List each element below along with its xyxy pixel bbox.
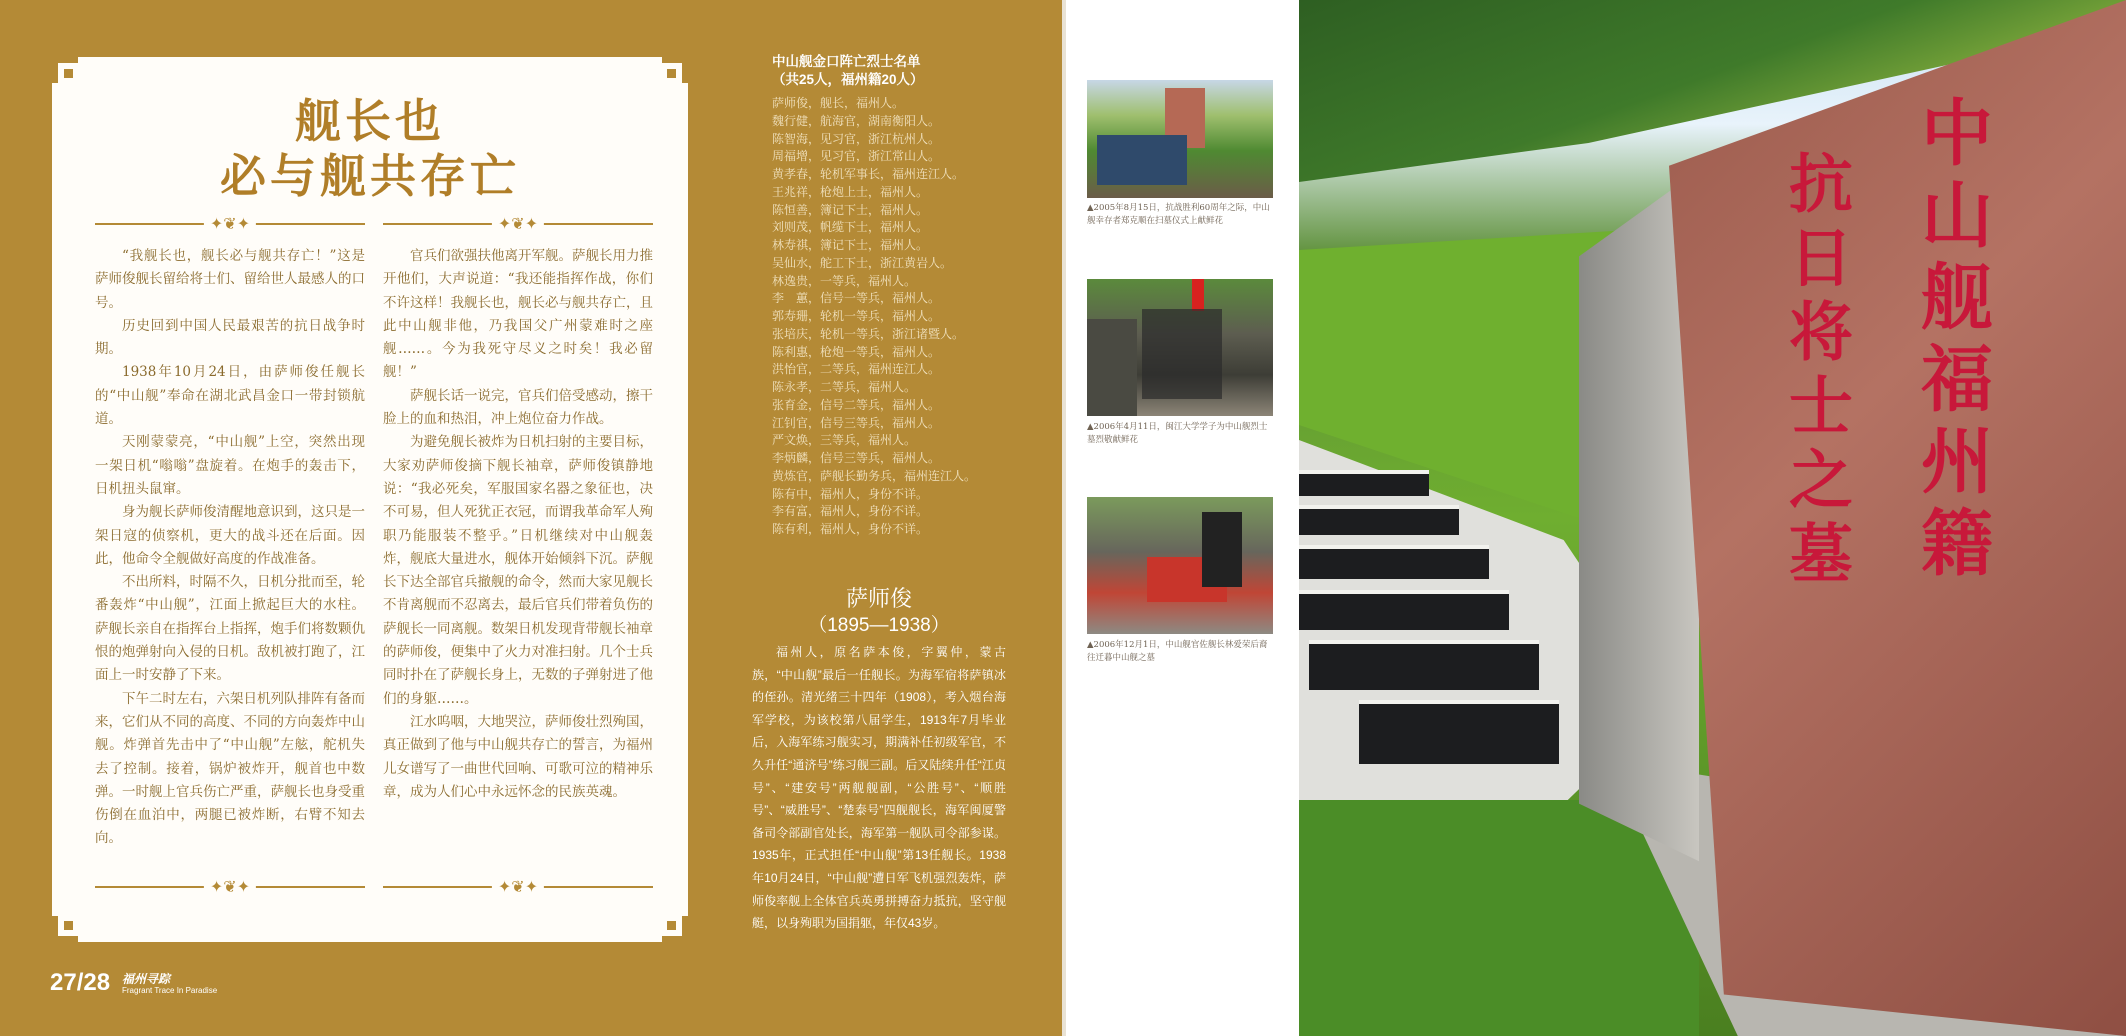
paragraph: 萨舰长话一说完，官兵们倍受感动，擦干脸上的血和热泪，冲上炮位奋力作战。 — [383, 387, 653, 428]
bio-name: 萨师俊 — [845, 586, 912, 611]
martyr-entry: 陈永孝，二等兵，福州人。 — [772, 380, 917, 394]
paragraph: 官兵们欲强扶他离开军舰。萨舰长用力推开他们，大声说道：“我还能指挥作战，你们不许这样！我舰长也，舰长必与舰共存亡，且此中山舰非他，乃我国父广州蒙难时之座舰……。今为我死守尽义之时矣！我必留舰！” — [383, 248, 653, 381]
corner-ornament — [52, 57, 78, 83]
photo-memorial-tomb — [1299, 0, 2126, 1036]
martyr-entry: 洪怡官，二等兵，福州连江人。 — [772, 362, 941, 377]
grave-slab — [1359, 700, 1559, 764]
magazine-logo: 福州寻踪 — [122, 972, 171, 986]
martyr-list — [772, 95, 976, 539]
monument-face — [1669, 0, 2126, 1036]
martyr-entry: 周福增，见习官，浙江常山人。 — [772, 149, 941, 164]
students — [1142, 309, 1222, 399]
paragraph: 为避免舰长被炸为日机扫射的主要目标，大家劝萨师俊摘下舰长袖章，萨师俊镇静地说：“我必死矣，军服国家名器之象征也，决不可易，但人死犹正衣冠，而谓我革命军人殉职乃能服装不整乎。”日机继续对中山舰轰炸，舰底大量进水，舰体开始倾斜下沉。萨舰长下达全部官兵撤舰的命令，然而大家见舰长不肯离舰而不忍离去，最后官兵们带着负伤的萨舰长一同离舰。数架日机发现背带舰长袖章的萨师俊，便集中了火力对准扫射。几个士兵同时扑在了萨舰长身上，无数的子弹射进了他们的身躯……。 — [383, 434, 653, 707]
paragraph: 不出所料，时隔不久，日机分批而至，轮番轰炸“中山舰”，江面上掀起巨大的水柱。萨舰长亲自在指挥台上指挥，炮手们将数颗仇恨的炮弹射向入侵的日机。敌机被打跑了，江面上一时安静了下来。 — [95, 574, 365, 684]
divider-ornament: ✦❦✦ — [95, 877, 365, 897]
martyr-entry: 林逸贵，一等兵，福州人。 — [772, 273, 917, 288]
divider-ornament: ✦❦✦ — [383, 877, 653, 897]
martyr-entry: 王兆祥，枪炮上士，福州人。 — [772, 184, 929, 199]
monument-inscription-right: 中山舰福州籍 — [1909, 95, 1994, 587]
photo-caption: ▲2005年8月15日，抗战胜利60周年之际，中山舰幸存者郑克顺在扫墓仪式上献鲜花 — [1087, 203, 1270, 226]
paragraph: 1938年10月24日，由萨师俊任舰长的“中山舰”奉命在湖北武昌金口一带封锁航道。 — [95, 364, 365, 428]
martyr-entry: 严文焕，三等兵，福州人。 — [772, 433, 917, 448]
photo-ceremony-flowers — [1087, 80, 1273, 198]
paragraph: “我舰长也，舰长必与舰共存亡！”这是萨师俊舰长留给将士们、留给世人最感人的口号。 — [95, 248, 365, 311]
roster-subtitle: （共25人，福州籍20人） — [772, 72, 924, 87]
grave-slab — [1299, 590, 1509, 630]
paragraph: 江水呜咽，大地哭泣，萨师俊壮烈殉国，真正做到了他与中山舰共存亡的誓言，为福州儿女谱写了一曲世代回响、可歌可泣的精神乐章，成为人们心中永远怀念的民族英魂。 — [383, 713, 653, 800]
martyr-entry: 陈有中，福州人，身份不详。 — [772, 486, 929, 501]
martyr-entry: 郭寿珊，轮机一等兵，福州人。 — [772, 309, 941, 323]
martyr-entry: 陈恒善，簿记下士，福州人。 — [772, 202, 929, 217]
grave-slab — [1309, 640, 1539, 690]
photo-caption: ▲2006年4月11日，闽江大学学子为中山舰烈士墓烈敬献鲜花 — [1087, 422, 1268, 445]
martyr-entry: 张培庆，轮机一等兵，浙江诸暨人。 — [772, 326, 965, 341]
photo-descendants-tomb — [1087, 497, 1273, 634]
martyr-entry: 李有富，福州人，身份不详。 — [772, 504, 929, 519]
article-title-line2: 必与舰共存亡 — [220, 149, 520, 203]
corner-ornament — [52, 916, 78, 942]
grave-slab — [1299, 505, 1459, 535]
grave-slab — [1299, 545, 1489, 579]
martyr-entry: 陈智海，见习官，浙江杭州人。 — [772, 131, 941, 146]
martyr-entry: 陈利惠，枪炮一等兵，福州人。 — [772, 344, 941, 359]
flag — [1192, 279, 1204, 311]
grave-row — [1087, 319, 1137, 416]
article-title-line1: 舰长也 — [295, 94, 445, 148]
grave-slab — [1299, 470, 1429, 496]
bio-years: （1895—1938） — [808, 615, 950, 636]
paragraph: 身为舰长萨师俊清醒地意识到，这只是一架日寇的侦察机，更大的战斗还在后面。因此，他命令全舰做好高度的作战准备。 — [95, 504, 365, 567]
crowd — [1097, 135, 1187, 185]
photo-caption: ▲2006年12月1日，中山舰官佐舰长林爱荣后裔往迁暮中山舰之墓 — [1087, 640, 1268, 663]
divider-ornament: ✦❦✦ — [383, 214, 653, 234]
corner-ornament — [662, 57, 688, 83]
martyr-entry: 吴仙水，舵工下士，浙江黄岩人。 — [772, 255, 953, 270]
page-gutter — [1062, 0, 1066, 1036]
corner-ornament — [662, 916, 688, 942]
paragraph: 下午二时左右，六架日机列队排阵有备而来，它们从不同的高度、不同的方向轰炸中山舰。炸弹首先击中了“中山舰”左舷，舵机失去了控制。接着，锅炉被炸开，舰首也中数弹。一时舰上官兵伤亡严重，萨舰长也身受重伤倒在血泊中，两腿已被炸断，右臂不知去向。 — [95, 690, 365, 847]
martyr-entry: 黄炼官，萨舰长勤务兵，福州连江人。 — [772, 468, 977, 483]
monument-inscription-left: 抗日将士之墓 — [1778, 150, 1853, 594]
martyr-entry: 林寿祺，簿记下士，福州人。 — [772, 238, 929, 252]
photo-students-graves — [1087, 279, 1273, 416]
martyr-entry: 陈有利，福州人，身份不详。 — [772, 522, 929, 536]
roster-title: 中山舰金口阵亡烈士名单 — [772, 54, 921, 69]
martyr-entry: 张育金，信号二等兵，福州人。 — [772, 397, 941, 412]
article-column-2 — [383, 245, 653, 804]
martyr-entry: 李 蕙，信号一等兵，福州人。 — [772, 291, 941, 306]
martyr-entry: 李炳麟，信号三等兵，福州人。 — [772, 451, 941, 465]
article-column-1 — [95, 245, 365, 851]
paragraph: 历史回到中国人民最艰苦的抗日战争时期。 — [95, 317, 365, 358]
person — [1202, 512, 1242, 587]
martyr-entry: 刘则茂，帆缆下士，福州人。 — [772, 220, 929, 235]
martyr-entry: 魏行健，航海官，湖南衡阳人。 — [772, 113, 941, 128]
lawn-foreground — [1299, 800, 1699, 1036]
magazine-logo-subtitle: Fragrant Trace In Paradise — [122, 986, 218, 995]
paragraph: 天刚蒙蒙亮，“中山舰”上空，突然出现一架日机“嗡嗡”盘旋着。在炮手的轰击下，日机扭头鼠窜。 — [95, 434, 365, 497]
martyr-entry: 萨师俊，舰长，福州人。 — [772, 96, 905, 110]
martyr-entry: 黄孝春，轮机军事长，福州连江人。 — [772, 167, 965, 181]
page-number: 27/28 — [50, 969, 111, 996]
bio-text: 福州人，原名萨本俊，字翼仲，蒙古族，“中山舰”最后一任舰长。为海军宿将萨镇冰的侄孙。清光绪三十四年（1908），考入烟台海军学校，为该校第八届学生，1913年7月毕业后，入海军练习舰实习，期满补任初级军官，不久升任“通济号”练习舰三副。后又陆续升任“江贞号”、“建安号”两舰舰副，“公胜号”、“顺胜号”、“威胜号”、“楚泰号”四舰舰长，海军闽厦警备司令部副官处长，海军第一舰队司令部参谋。1935年，正式担任“中山舰”第13任舰长。1938年10月24日，“中山舰”遭日军飞机强烈轰炸，萨师俊率舰上全体官兵英勇拼搏奋力抵抗，坚守舰艇，以身殉职为国捐躯，年仅43岁。 — [752, 645, 1006, 931]
martyr-entry: 江钊官，信号三等兵，福州人。 — [772, 415, 941, 430]
divider-ornament: ✦❦✦ — [95, 214, 365, 234]
